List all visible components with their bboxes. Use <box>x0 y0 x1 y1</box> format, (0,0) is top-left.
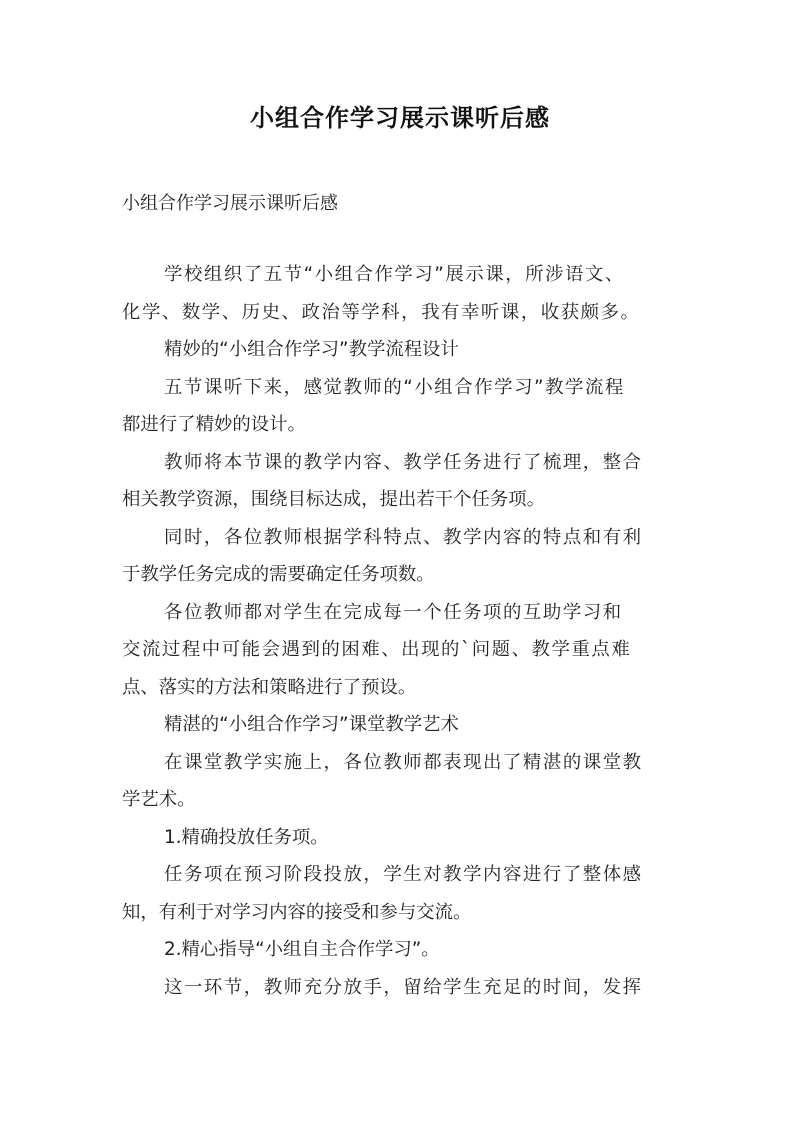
document-subtitle: 小组合作学习展示课听后感 <box>122 193 338 214</box>
document-title: 小组合作学习展示课听后感 <box>250 104 550 132</box>
text-line: 学艺术。 <box>122 789 196 810</box>
text-line: 任务项在预习阶段投放，学生对教学内容进行了整体感 <box>164 864 643 885</box>
text-line: 都进行了精妙的设计。 <box>122 414 306 435</box>
section-heading: 精湛的“小组合作学习”课堂教学艺术 <box>164 714 459 735</box>
section-heading: 精妙的“小组合作学习”教学流程设计 <box>164 339 459 360</box>
list-item: 1.精确投放任务项。 <box>164 826 329 848</box>
text-line: 于教学任务完成的需要确定任务项数。 <box>122 564 435 585</box>
text-line: 这一环节，教师充分放手，留给学生充足的时间，发挥 <box>164 976 643 998</box>
document-body <box>122 256 706 1006</box>
text-line: 五节课听下来，感觉教师的“小组合作学习”教学流程 <box>164 376 625 398</box>
text-line: 交流过程中可能会遇到的困难、出现的`问题、教学重点难 <box>122 639 632 660</box>
list-item: 2.精心指导“小组自主合作学习”。 <box>164 939 440 960</box>
text-line: 各位教师都对学生在完成每一个任务项的互助学习和 <box>164 601 623 623</box>
text-line: 教师将本节课的教学内容、教学任务进行了梳理，整合 <box>164 451 643 473</box>
text-line: 点、落实的方法和策略进行了预设。 <box>122 676 417 698</box>
text-line: 化学、数学、历史、政治等学科，我有幸听课，收获颇多。 <box>122 301 641 323</box>
text-line: 同时，各位教师根据学科特点、教学内容的特点和有利 <box>164 526 643 548</box>
text-line: 知，有利于对学习内容的接受和参与交流。 <box>122 901 472 923</box>
text-line: 学校组织了五节“小组合作学习”展示课，所涉语文、 <box>164 264 625 285</box>
text-line: 在课堂教学实施上，各位教师都表现出了精湛的课堂教 <box>164 751 643 773</box>
text-line: 相关教学资源，围绕目标达成，提出若干个任务项。 <box>122 489 545 510</box>
